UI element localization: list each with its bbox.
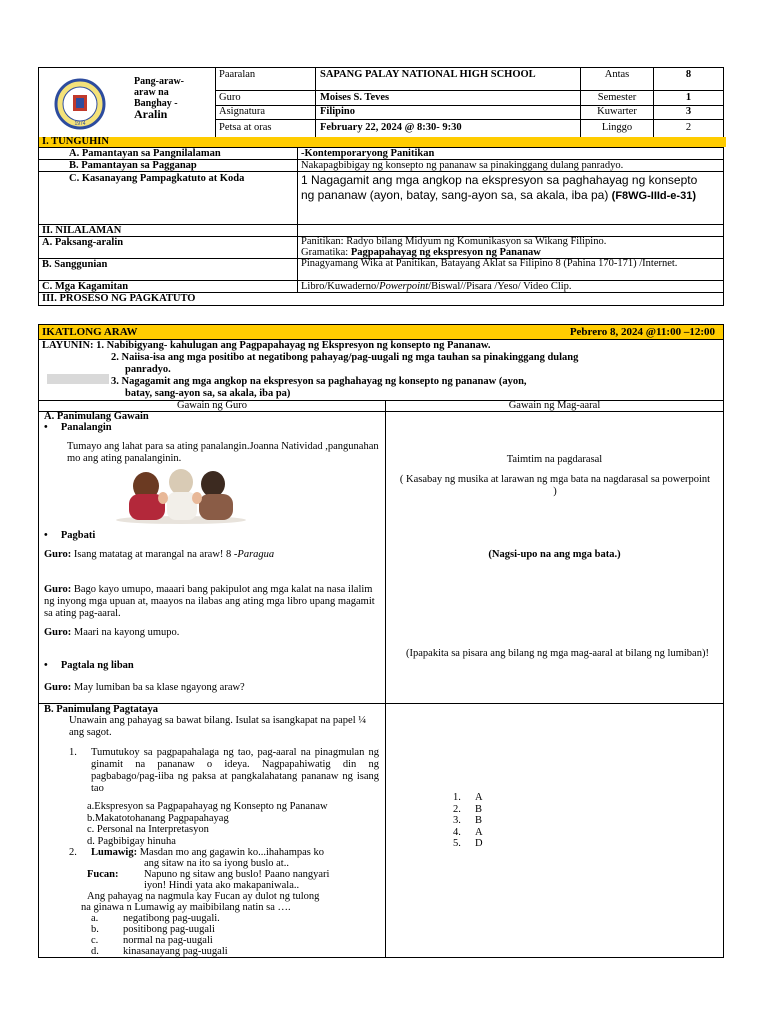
sanggunian-value: Pinagyamang Wika at Panitikan, Batayang Aklat sa Filipino 8 (Pahina 170-171) /Internet. (301, 258, 678, 269)
header-table (38, 67, 724, 139)
col-header-student: Gawain ng Mag-aaral (508, 400, 601, 411)
pray-response: Taimtim na pagdarasal (506, 454, 603, 465)
q1-number: 1. (69, 747, 77, 758)
kasanayan-label: C. Kasanayang Pampagkatuto at Koda (69, 173, 245, 184)
greeting-line: Guro: Isang matatag at marangal na araw! 8 -Paragua (44, 549, 275, 560)
absent-response: (Ipapakita sa pisara ang bilang ng mga mag-aaral at bilang ng lumiban)! (406, 648, 709, 659)
answer-item: 4. A (453, 826, 483, 838)
q2-line4: iyon! Hindi yata ako makapaniwala.. (144, 880, 300, 891)
q2-option: d. kinasanayang pag-uugali (91, 946, 228, 957)
pray-instruction: Tumayo ang lahat para sa ating panalangin.Joanna Natividad ,pangunahan mo ang ating panalanginin. (67, 441, 379, 464)
value-antas: 8 (685, 69, 692, 80)
lesson-table (38, 324, 724, 958)
seal-icon (49, 78, 111, 130)
label-antas: Antas (604, 69, 630, 80)
kagamitan-value: Libro/Kuwaderno/Powerpoint/Biswal//Pisara /Yeso/ Video Clip. (301, 281, 572, 292)
q1-option: c. Personal na Interpretasyon (87, 824, 209, 835)
label-petsa: Petsa at oras (219, 122, 272, 133)
label-kuwarter: Kuwarter (597, 106, 637, 117)
day-date: Pebrero 8, 2024 @11:00 –12:00 (569, 326, 715, 338)
label-linggo: Linggo (601, 122, 633, 133)
objective-3b: batay, sang-ayon sa, sa akala, iba pa) (125, 388, 291, 399)
answer-item: 1. A (453, 792, 483, 803)
section-a-heading: A. Panimulang Gawain (44, 411, 149, 422)
answer-item: 5. D (453, 838, 483, 849)
proseso-heading: III. PROSESO NG PAGKATUTO (42, 293, 196, 304)
label-asignatura: Asignatura (219, 106, 266, 117)
paksang-aralin-value: Panitikan: Radyo bilang Midyum ng Komunikasyon sa Wikang Filipino. Gramatika: Pagpapahayag ng ekspresyon ng Pananaw (301, 236, 607, 258)
value-guro: Moises S. Teves (320, 92, 390, 103)
section-b-instruction: Unawain ang pahayag sa bawat bilang. Isulat sa isangkapat na papel ¼ ang sagot. (69, 715, 367, 738)
q2-option: c. normal na pag-uugali (91, 935, 213, 946)
sanggunian-label: B. Sanggunian (42, 259, 108, 270)
objective-2: 2. Naiisa-isa ang mga positibo at negatibong pahayag/pag-uugali ng mga tauhan sa pinakinggang dulang (111, 352, 579, 363)
q2-stem1: Ang pahayag na nagmula kay Fucan ay dulot ng tulong (87, 891, 320, 902)
greeting-response: (Nagsi-upo na ang mga bata.) (488, 549, 621, 560)
value-paaralan: SAPANG PALAY NATIONAL HIGH SCHOOL (320, 69, 536, 80)
q2-option: b. positibong pag-uugali (91, 924, 215, 935)
q2-options (91, 913, 228, 957)
q1-text: Tumutukoy sa pagpapahalaga ng tao, pag-aaral na pinagmulan ng ginamit na pananaw o ideya. Nagpapahiwatig din ng pagbabago/pag-iiba ng paksa at pangkalahatang pananaw ng isang tao (91, 747, 379, 794)
svg-text:1974: 1974 (74, 121, 86, 127)
plan-title: Pang-araw- araw na Banghay - Aralin (134, 76, 184, 121)
pagbati-item: • Pagbati (44, 530, 96, 541)
value-semester: 1 (685, 92, 692, 103)
q2-stem2: na ginawa n Lumawig ay maibibilang natin sa …. (81, 902, 291, 913)
answer-item: 2. B (453, 803, 483, 815)
cleanup-line: Guro: Bago kayo umupo, maaari bang pakipulot ang mga kalat na nasa ilalim ng inyong mga upuan at, maayos na ilabas ang ating mga libro upang magamit sa ating pag-aaral. (44, 584, 375, 619)
objective-2b: panradyo. (125, 364, 171, 375)
value-petsa: February 22, 2024 @ 8:30- 9:30 (320, 122, 462, 133)
label-semester: Semester (597, 92, 637, 103)
answer-key (453, 792, 483, 850)
absent-question: Guro: May lumiban ba sa klase ngayong araw? (44, 682, 245, 693)
pray-response-note: ( Kasabay ng musika at larawan ng mga bata na nagdarasal sa powerpoint ) (399, 474, 711, 497)
q2-number: 2. (69, 847, 77, 858)
paksang-aralin-label: A. Paksang-aralin (42, 237, 124, 248)
kagamitan-label: C. Mga Kagamitan (42, 281, 129, 292)
pangnilalaman-value: -Kontemporaryong Panitikan (301, 148, 435, 159)
q1-option: a.Ekspresyon sa Pagpapahayag ng Konsepto ng Pananaw (87, 801, 328, 812)
objectives-table (38, 137, 724, 306)
objective-3: 3. Nagagamit ang mga angkop na ekspresyon sa paghahayag ng konsepto ng pananaw (ayon, (111, 376, 527, 387)
q2-option: a. negatibong pag-uugali. (91, 913, 220, 924)
label-guro: Guro (219, 92, 241, 103)
pangnilalaman-label: A. Pamantayan sa Pangnilalaman (69, 148, 221, 159)
kasanayan-value: 1 Nagagamit ang mga angkop na ekspresyon sa paghahayag ng konsepto ng pananaw (ayon, batay, sang-ayon sa, sa akala, iba pa) (F8WG-IIId-e-31) (301, 173, 698, 202)
q1-options (87, 801, 328, 847)
value-linggo: 2 (685, 122, 692, 133)
school-logo (49, 78, 111, 130)
q2-line1: Lumawig: Masdan mo ang gagawin ko...ihahampas ko (91, 847, 325, 858)
layunin-block: LAYUNIN: 1. Nabibigyang- kahulugan ang Pagpapahayag ng Ekspresyon ng konsepto ng Pananaw. (42, 340, 491, 351)
praying-children-image (111, 464, 251, 524)
section-b-heading: B. Panimulang Pagtataya (44, 704, 159, 715)
label-paaralan: Paaralan (219, 69, 256, 80)
q1-option: d. Pagbibigay hinuha (87, 835, 176, 847)
value-kuwarter: 3 (685, 106, 692, 117)
sit-line: Guro: Maari na kayong umupo. (44, 627, 180, 638)
pagganap-value: Nakapagbibigay ng konsepto ng pananaw sa pinakinggang dulang panradyo. (301, 160, 624, 171)
q1-option: b.Makatotohanang Pagpapahayag (87, 812, 229, 824)
value-asignatura: Filipino (320, 106, 356, 117)
tunguhin-heading: I. TUNGUHIN (39, 137, 726, 147)
day-title: IKATLONG ARAW (42, 326, 138, 338)
q2-line2: ang sitaw na ito sa iyong buslo at.. (144, 858, 289, 869)
panalangin-item: • Panalangin (44, 422, 112, 433)
nilalaman-heading: II. NILALAMAN (42, 225, 122, 236)
q2-line3: Napuno ng sitaw ang buslo! Paano nangyari (144, 869, 330, 880)
pagtala-item: • Pagtala ng liban (44, 660, 134, 671)
q2-speaker2: Fucan: (87, 869, 119, 880)
pagganap-label: B. Pamantayan sa Pagganap (69, 160, 197, 171)
col-header-teacher: Gawain ng Guro (177, 400, 247, 411)
answer-item: 3. B (453, 815, 483, 826)
